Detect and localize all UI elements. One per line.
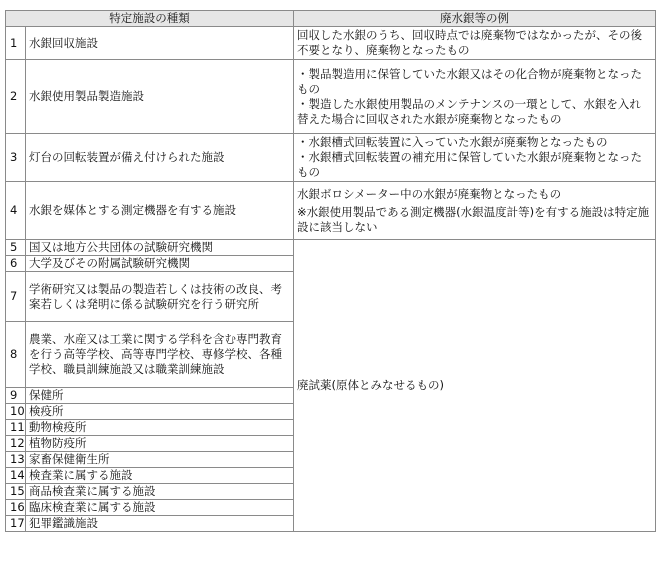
facility-name: 検疫所 [26, 404, 294, 420]
table-header-row [6, 11, 656, 27]
row-number: 16 [6, 500, 26, 516]
row-number: 6 [6, 256, 26, 272]
example-text: ・製造した水銀使用製品のメンテナンスの一環として、水銀を入れ替えた場合に回収された水銀が廃棄物となったもの [297, 96, 641, 126]
table-row [6, 27, 656, 60]
example-text: ・水銀槽式回転装置の補充用に保管していた水銀が廃棄物となったもの [297, 150, 642, 179]
row-number: 14 [6, 468, 26, 484]
header-facility-type: 特定施設の種類 [6, 11, 294, 27]
facility-name: 動物検疫所 [26, 420, 294, 436]
facility-name: 植物防疫所 [26, 436, 294, 452]
facility-name: 国又は地方公共団体の試験研究機関 [26, 240, 294, 256]
table-row [6, 182, 656, 240]
row-number: 10 [6, 404, 26, 420]
facility-name: 保健所 [26, 388, 294, 404]
row-number: 4 [6, 182, 26, 240]
row-number: 5 [6, 240, 26, 256]
row-number: 1 [6, 27, 26, 60]
facility-name: 検査業に属する施設 [26, 468, 294, 484]
facility-name: 水銀回収施設 [26, 27, 294, 60]
table-row [6, 60, 656, 134]
facility-name: 水銀使用製品製造施設 [26, 60, 294, 134]
example-text: 水銀ボロシメーター中の水銀が廃棄物となったもの [297, 186, 562, 201]
row-number: 8 [6, 322, 26, 388]
row-number: 15 [6, 484, 26, 500]
row-number: 13 [6, 452, 26, 468]
example-cell [294, 134, 656, 182]
example-cell [294, 182, 656, 240]
facility-name: 農業、水産又は工業に関する学科を含む専門教育を行う高等学校、高等専門学校、専修学校、各種学校、職員訓練施設又は職業訓練施設 [26, 322, 294, 388]
table-row [6, 134, 656, 182]
facility-name: 水銀を媒体とする測定機器を有する施設 [26, 182, 294, 240]
example-text: 回収した水銀のうち、回収時点では廃棄物ではなかったが、その後不要となり、廃棄物となったもの [297, 28, 642, 57]
facility-name: 商品検査業に属する施設 [26, 484, 294, 500]
facility-name: 大学及びその附属試験研究機関 [26, 256, 294, 272]
row-number: 12 [6, 436, 26, 452]
table-row [6, 240, 656, 256]
merged-example-cell: 廃試薬(原体とみなせるもの) [294, 240, 656, 532]
example-cell [294, 27, 656, 60]
row-number: 9 [6, 388, 26, 404]
facility-table [5, 10, 656, 532]
example-cell [294, 60, 656, 134]
example-text: ・製品製造用に保管していた水銀又はその化合物が廃棄物となったもの [297, 66, 642, 96]
example-note: ※水銀使用製品である測定機器(水銀温度計等)を有する施設は特定施設に該当しない [297, 204, 650, 234]
row-number: 3 [6, 134, 26, 182]
example-text: ・水銀槽式回転装置に入っていた水銀が廃棄物となったもの [297, 135, 608, 149]
facility-name: 学術研究又は製品の製造若しくは技術の改良、考案若しくは発明に係る試験研究を行う研究所 [26, 272, 294, 322]
facility-name: 臨床検査業に属する施設 [26, 500, 294, 516]
facility-name: 灯台の回転装置が備え付けられた施設 [26, 134, 294, 182]
row-number: 2 [6, 60, 26, 134]
header-waste-mercury-example: 廃水銀等の例 [294, 11, 656, 27]
row-number: 7 [6, 272, 26, 322]
row-number: 17 [6, 516, 26, 532]
row-number: 11 [6, 420, 26, 436]
facility-name: 犯罪鑑識施設 [26, 516, 294, 532]
facility-name: 家畜保健衛生所 [26, 452, 294, 468]
